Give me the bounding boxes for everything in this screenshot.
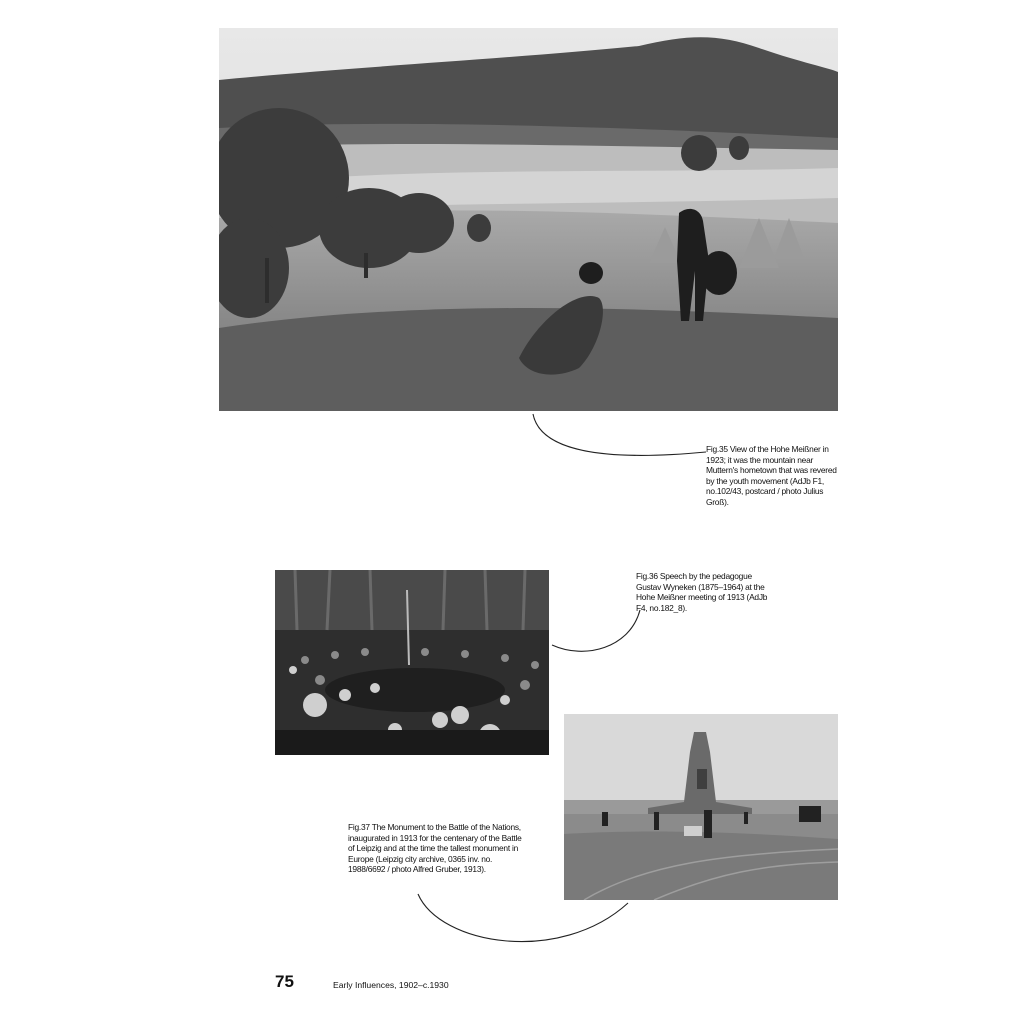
photo-battle-of-nations-monument [564, 714, 838, 900]
leader-line-fig36 [552, 610, 640, 651]
photo-wyneken-speech-crowd [275, 570, 549, 755]
caption-fig37: Fig.37 The Monument to the Battle of the Nations, inaugurated in 1913 for the centenary of the Battle of Leipzig and at the time the tallest monument in Europe (Leipzig city archive, 0365 inv. no. 1988/6692 / photo Alfred Gruber, 1913). [348, 822, 522, 875]
leader-line-fig37 [418, 894, 628, 942]
caption-fig36: Fig.36 Speech by the pedagogue Gustav Wyneken (1875–1964) at the Hohe Meißner meeting of 1913 (AdJb F4, no.182_8). [636, 571, 768, 613]
running-title: Early Influences, 1902–c.1930 [333, 980, 449, 990]
photo-hohe-meissner-landscape [219, 28, 838, 411]
page-number: 75 [275, 972, 294, 991]
leader-line-fig35 [533, 414, 706, 455]
caption-fig35: Fig.35 View of the Hohe Meißner in 1923; it was the mountain near Muttern's hometown that was revered by the youth movement (AdJb F1, no.102/43, postcard / photo Julius Groß). [706, 444, 837, 507]
